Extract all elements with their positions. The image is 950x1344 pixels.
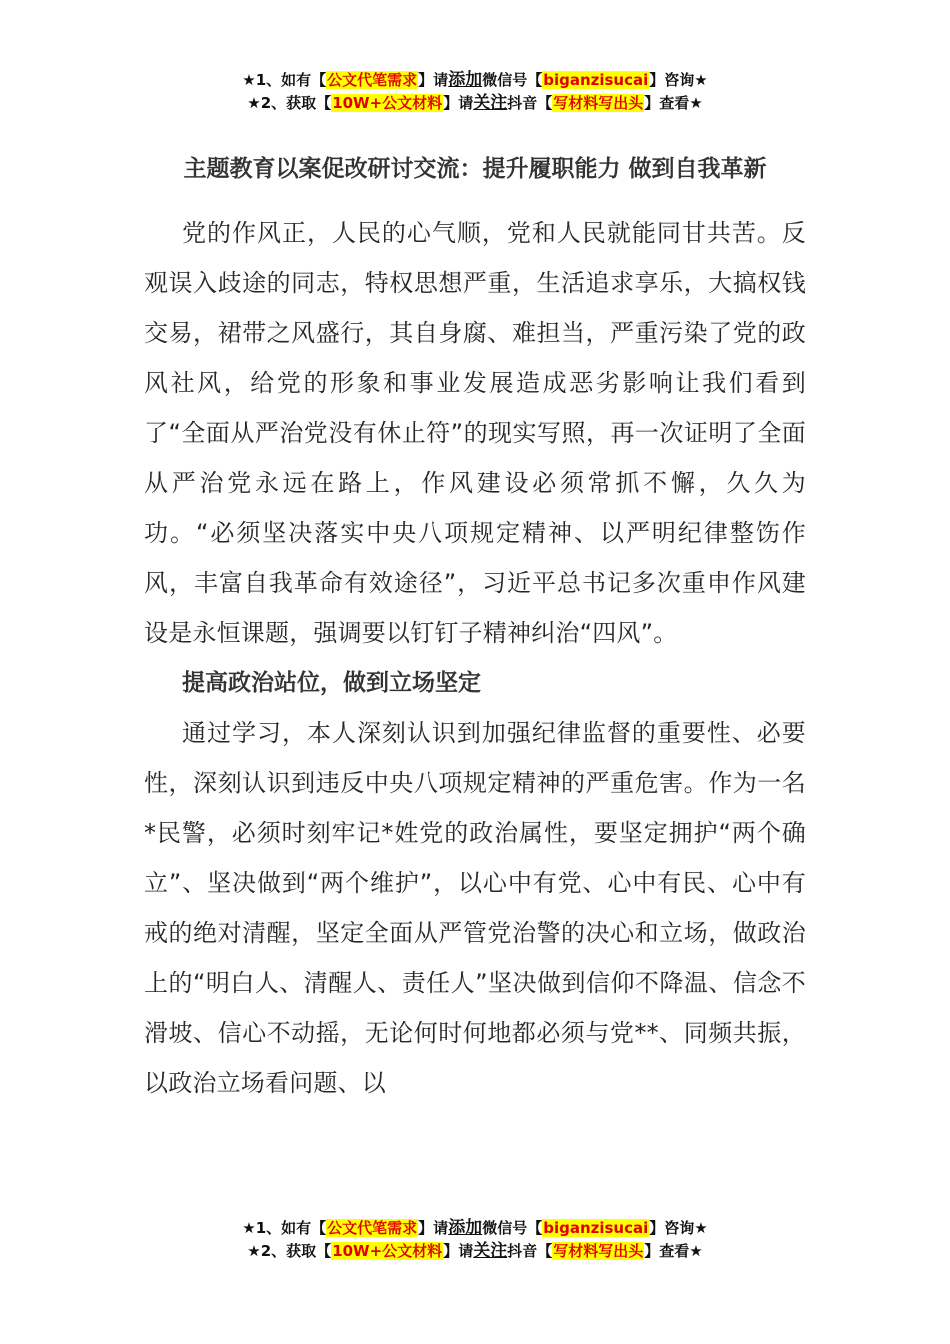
highlight-wechat-id: biganzisucai [543,1219,649,1237]
banner-text: 】请 [443,1242,474,1260]
highlight-douyin-account: 写材料写出头 [553,94,644,112]
banner-line-2 [0,1240,950,1263]
underlined-follow: 关注 [473,93,508,113]
banner-text: 抖音【 [507,94,553,112]
banner-text: ★1、如有【 [242,1219,327,1237]
banner-text: 微信号【 [482,1219,543,1237]
highlight-wechat-id: biganzisucai [543,71,649,89]
highlight-writing-service: 公文代笔需求 [327,71,418,89]
section-heading: 提高政治站位，做到立场坚定 [182,670,481,696]
banner-text: 】查看★ [644,94,703,112]
document-title: 主题教育以案促改研讨交流：提升履职能力 做到自我革新 [183,156,767,182]
highlight-materials: 10W+公文材料 [332,94,443,112]
banner-text: 微信号【 [482,71,543,89]
document-body [144,208,806,1108]
paragraph: 党的作风正，人民的心气顺，党和人民就能同甘共苦。反观误入歧途的同志，特权思想严重，生活追求享乐，大搞权钱交易，裙带之风盛行，其自身腐、难担当，严重污染了党的政风社风，给党的形象和事业发展造成恶劣影响让我们看到了“全面从严治党没有休止符”的现实写照，再一次证明了全面从严治党永远在路上，作风建设必须常抓不懈，久久为功。“必须坚决落实中央八项规定精神、以严明纪律整饬作风，丰富自我革命有效途径”，习近平总书记多次重申作风建设是永恒课题，强调要以钉钉子精神纠治“四风”。 [144,219,806,647]
banner-line-1 [0,1217,950,1240]
highlight-douyin-account: 写材料写出头 [553,1242,644,1260]
underlined-add: 添加 [448,1218,483,1238]
underlined-follow: 关注 [473,1241,508,1261]
banner-text: 】查看★ [644,1242,703,1260]
paragraph: 通过学习，本人深刻认识到加强纪律监督的重要性、必要性，深刻认识到违反中央八项规定精神的严重危害。作为一名*民警，必须时刻牢记*姓党的政治属性，要坚定拥护“两个确立”、坚决做到“两个维护”，以心中有党、心中有民、心中有戒的绝对清醒，坚定全面从严管党治警的决心和立场，做政治上的“明白人、清醒人、责任人”坚决做到信仰不降温、信念不滑坡、信心不动摇，无论何时何地都必须与党**、同频共振，以政治立场看问题、以 [144,719,806,1097]
banner-line-2 [0,92,950,115]
banner-text: 】请 [418,1219,449,1237]
banner-text: ★2、获取【 [247,94,332,112]
header-banner [0,69,950,115]
underlined-add: 添加 [448,70,483,90]
banner-text: 】请 [443,94,474,112]
banner-text: 】请 [418,71,449,89]
banner-text: ★1、如有【 [242,71,327,89]
banner-text: 】咨询★ [649,71,708,89]
footer-banner [0,1217,950,1263]
banner-text: 】咨询★ [649,1219,708,1237]
banner-text: 抖音【 [507,1242,553,1260]
banner-text: ★2、获取【 [247,1242,332,1260]
banner-line-1 [0,69,950,92]
highlight-materials: 10W+公文材料 [332,1242,443,1260]
highlight-writing-service: 公文代笔需求 [327,1219,418,1237]
